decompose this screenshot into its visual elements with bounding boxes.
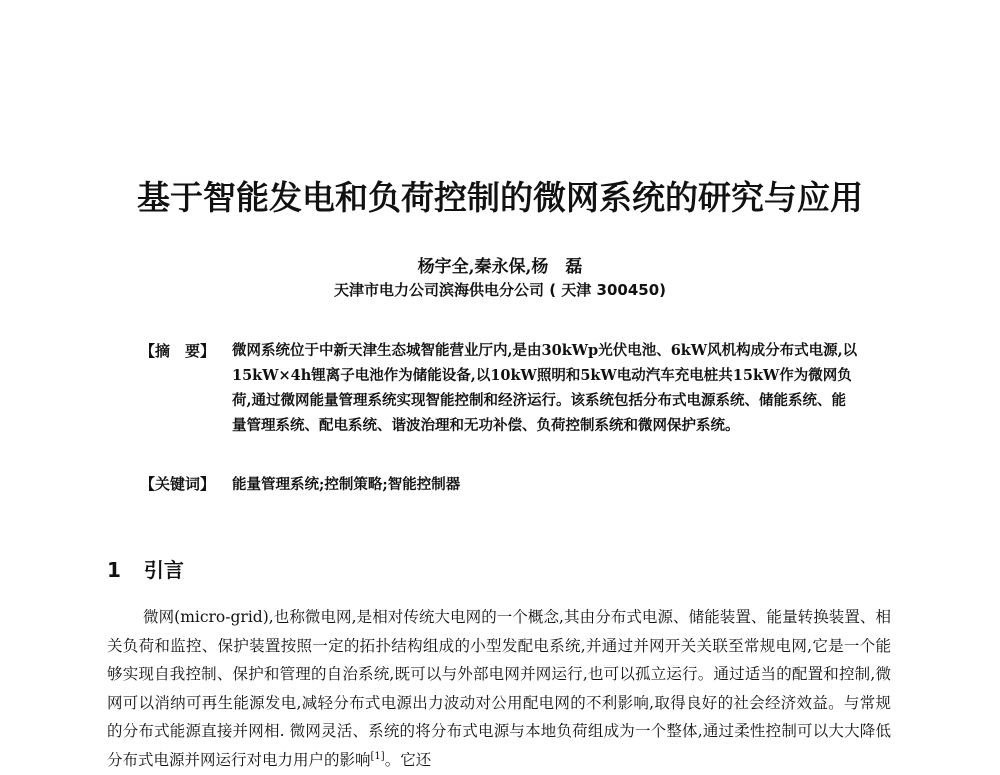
paper-title: 基于智能发电和负荷控制的微网系统的研究与应用: [137, 178, 863, 217]
section-number: 1: [107, 558, 121, 582]
section-title: 引言: [143, 558, 184, 582]
abstract-label: 【摘 要】: [140, 342, 216, 360]
keywords-label: 【关键词】: [140, 475, 216, 493]
keywords-text: 能量管理系统;控制策略;智能控制器: [232, 476, 461, 493]
body-tail: 。它还: [384, 750, 432, 769]
abstract-text: 微网系统位于中新天津生态城智能营业厅内,是由30kWp光伏电池、6kW风机构成分布式电源,以15kW×4h锂离子电池作为储能设备,以10kW照明和5kW电动汽车充电桩共15kW作为微网负荷,通过微网能量管理系统实现智能控制和经济运行。该系统包括分布式电源系统、储能系统、能量管理系统、配电系统、谐波治理和无功补偿、负荷控制系统和微网保护系统。: [232, 342, 858, 434]
citation-ref: [1]: [370, 750, 385, 762]
paper-authors: 杨宇全,秦永保,杨 磊: [417, 257, 583, 277]
body-paragraph: [107, 603, 891, 775]
body-text: 微网(micro-grid),也称微电网,是相对传统大电网的一个概念,其由分布式电源、储能装置、能量转换装置、相关负荷和监控、保护装置按照一定的拓扑结构组成的小型发配电系统,并通过并网开关关联至常规电网,它是一个能够实现自我控制、保护和管理的自治系统,既可以与外部电网并网运行,也可以孤立运行。通过适当的配置和控制,微网可以消纳可再生能源发电,减轻分布式电源出力波动对公用配电网的不利影响,取得良好的社会经济效益。与常规的分布式能源直接并网相. 微网灵活、系统的将分布式电源与本地负荷组成为一个整体,通过柔性控制可以大大降低分布式电源并网运行对电力用户的影响: [107, 608, 891, 769]
paper-affiliation: 天津市电力公司滨海供电分公司 ( 天津 300450): [333, 281, 666, 299]
section-heading: [107, 554, 184, 583]
